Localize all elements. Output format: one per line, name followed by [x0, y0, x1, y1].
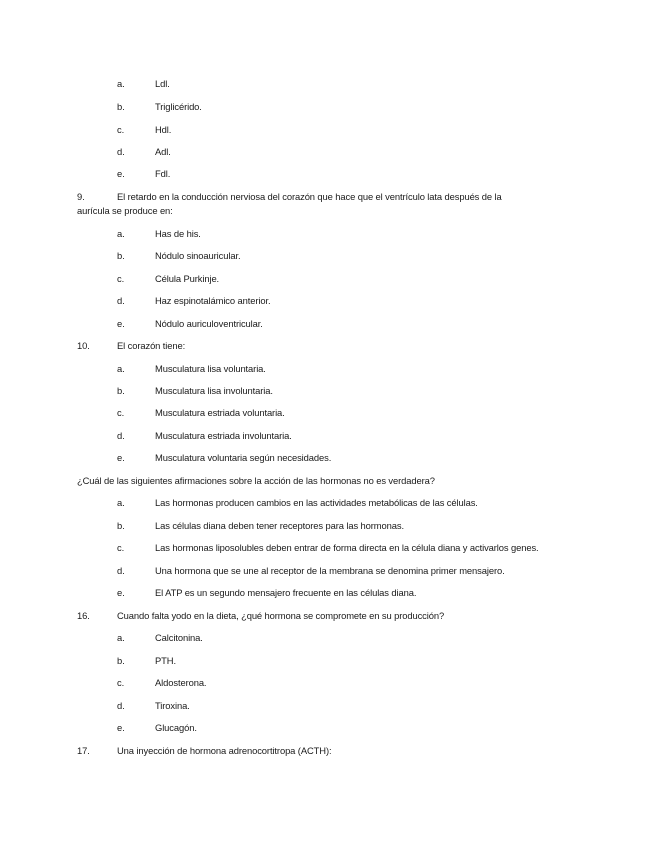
question-text: Una inyección de hormona adrenocortitropa (ACTH): [117, 745, 332, 756]
question-number: 10. [77, 340, 90, 351]
option-letter: c. [117, 124, 125, 135]
option-letter: a. [117, 363, 125, 374]
option-text: El ATP es un segundo mensajero frecuente en las células diana. [155, 587, 417, 598]
option-text: Calcitonina. [155, 632, 203, 643]
option-letter: e. [117, 722, 125, 733]
option-letter: a. [117, 497, 125, 508]
option-text: Musculatura voluntaria según necesidades. [155, 452, 332, 463]
option-letter: b. [117, 385, 125, 396]
option-text: Ldl. [155, 78, 170, 89]
question-text-continued: aurícula se produce en: [77, 205, 173, 216]
option-text: Has de his. [155, 228, 201, 239]
option-text: Las hormonas liposolubles deben entrar de forma directa en la célula diana y activarlos genes. [155, 542, 539, 553]
question-text: Cuando falta yodo en la dieta, ¿qué hormona se compromete en su producción? [117, 610, 445, 621]
option-letter: e. [117, 587, 125, 598]
option-text: Musculatura estriada voluntaria. [155, 407, 285, 418]
option-text: PTH. [155, 655, 176, 666]
option-letter: b. [117, 655, 125, 666]
option-letter: a. [117, 228, 125, 239]
option-text: Fdl. [155, 168, 171, 179]
option-text: Musculatura lisa voluntaria. [155, 363, 266, 374]
option-letter: d. [117, 700, 125, 711]
option-text: Musculatura estriada involuntaria. [155, 430, 292, 441]
option-letter: d. [117, 295, 125, 306]
option-letter: e. [117, 318, 125, 329]
option-letter: d. [117, 565, 125, 576]
option-letter: b. [117, 250, 125, 261]
option-letter: a. [117, 632, 125, 643]
option-text: Aldosterona. [155, 677, 207, 688]
option-letter: b. [117, 520, 125, 531]
option-letter: a. [117, 78, 125, 89]
question-number: 9. [77, 191, 85, 202]
option-letter: c. [117, 273, 125, 284]
option-text: Musculatura lisa involuntaria. [155, 385, 273, 396]
option-text: Célula Purkinje. [155, 273, 220, 284]
question-number: 17. [77, 745, 90, 756]
option-text: Las hormonas producen cambios en las actividades metabólicas de las células. [155, 497, 478, 508]
question-number: 16. [77, 610, 90, 621]
option-text: Glucagón. [155, 722, 197, 733]
option-letter: c. [117, 407, 125, 418]
option-text: Nódulo sinoauricular. [155, 250, 241, 261]
option-letter: e. [117, 168, 125, 179]
option-text: Triglicérido. [155, 101, 202, 112]
option-text: Hdl. [155, 124, 172, 135]
option-text: Una hormona que se une al receptor de la membrana se denomina primer mensajero. [155, 565, 505, 576]
question-text: ¿Cuál de las siguientes afirmaciones sobre la acción de las hormonas no es verdadera? [77, 475, 435, 486]
option-text: Haz espinotalámico anterior. [155, 295, 271, 306]
option-letter: c. [117, 542, 125, 553]
option-text: Nódulo auriculoventricular. [155, 318, 263, 329]
question-text: El retardo en la conducción nerviosa del corazón que hace que el ventrículo lata después de la [117, 191, 502, 202]
option-letter: d. [117, 430, 125, 441]
option-text: Adl. [155, 146, 171, 157]
option-letter: b. [117, 101, 125, 112]
option-letter: e. [117, 452, 125, 463]
option-letter: c. [117, 677, 125, 688]
question-text: El corazón tiene: [117, 340, 186, 351]
option-letter: d. [117, 146, 125, 157]
option-text: Las células diana deben tener receptores para las hormonas. [155, 520, 404, 531]
option-text: Tiroxina. [155, 700, 190, 711]
